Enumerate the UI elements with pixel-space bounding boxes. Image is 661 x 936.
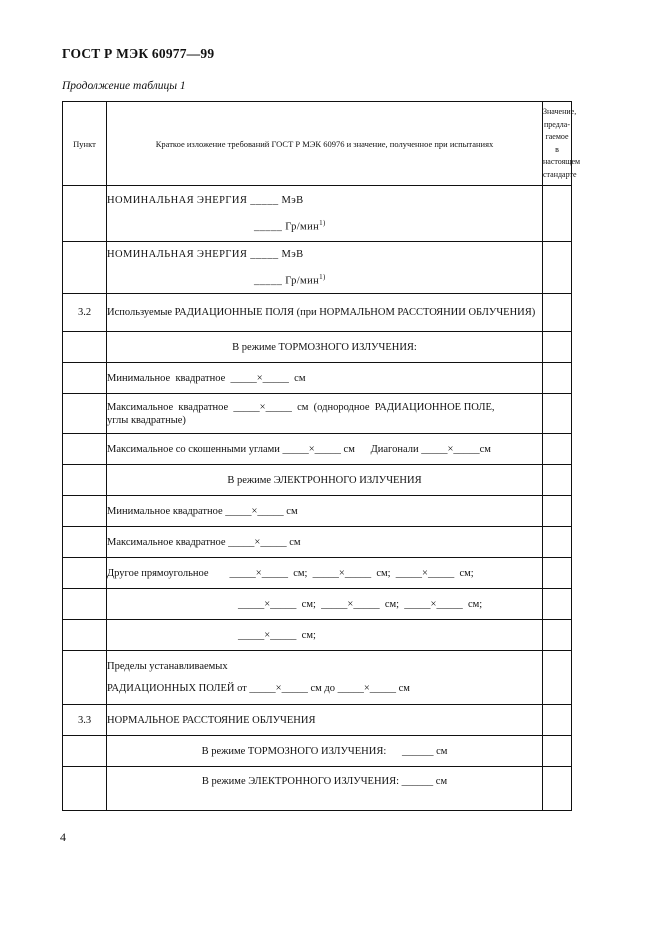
row-value-cell <box>543 620 572 651</box>
row-description: В режиме ТОРМОЗНОГО ИЗЛУЧЕНИЯ: <box>107 332 543 363</box>
row-description <box>107 651 543 705</box>
max-square-line: Максимальное квадратное _____×_____ см (однородное РАДИАЦИОННОЕ ПОЛЕ, <box>107 401 495 413</box>
document-code: ГОСТ Р МЭК 60977—99 <box>62 46 215 61</box>
row-punkt <box>63 651 107 705</box>
page-number: 4 <box>60 830 66 844</box>
table-row <box>63 589 572 620</box>
table-row <box>63 620 572 651</box>
footnote-marker: 1) <box>319 218 326 227</box>
row-value-cell <box>543 242 572 294</box>
row-punkt <box>63 332 107 363</box>
row-description <box>107 394 543 434</box>
row-punkt: 3.3 <box>63 705 107 736</box>
requirements-table <box>62 101 581 811</box>
row-value-cell <box>543 767 572 811</box>
row-value-cell <box>543 294 572 332</box>
column-header-punkt: Пункт <box>63 102 107 186</box>
row-punkt <box>63 589 107 620</box>
row-description: Минимальное квадратное _____×_____ см <box>107 363 543 394</box>
table-row <box>63 434 572 465</box>
column-header-value-line: стандарте <box>543 169 577 179</box>
nominal-energy-line: НОМИНАЛЬНАЯ ЭНЕРГИЯ _____ МэВ <box>107 194 304 206</box>
row-punkt <box>63 620 107 651</box>
field-limits-line: Пределы устанавливаемых <box>107 661 228 672</box>
row-description <box>107 186 543 242</box>
row-punkt <box>63 242 107 294</box>
dose-rate-text: _____ Гр/мин <box>254 275 320 287</box>
column-header-value-line: предла- <box>543 119 570 129</box>
row-description: Используемые РАДИАЦИОННЫЕ ПОЛЯ (при НОРМАЛЬНОМ РАССТОЯНИИ ОБЛУЧЕНИЯ) <box>107 294 543 332</box>
column-header-value-line: Значение, <box>543 107 577 116</box>
row-punkt <box>63 767 107 811</box>
row-description: _____×_____ см; _____×_____ см; _____×_____ см; <box>107 589 543 620</box>
table-row <box>63 705 572 736</box>
table-row <box>63 558 572 589</box>
table-row <box>63 736 572 767</box>
row-value-cell <box>543 705 572 736</box>
row-punkt <box>63 558 107 589</box>
table-row <box>63 465 572 496</box>
row-description: В режиме ЭЛЕКТРОННОГО ИЗЛУЧЕНИЯ <box>107 465 543 496</box>
row-punkt: 3.2 <box>63 294 107 332</box>
row-value-cell <box>543 332 572 363</box>
column-header-description: Краткое изложение требований ГОСТ Р МЭК 60976 и значение, полученное при испытаниях <box>107 102 543 186</box>
row-value-cell <box>543 363 572 394</box>
row-value-cell <box>543 465 572 496</box>
row-value-cell <box>543 527 572 558</box>
row-description: В режиме ЭЛЕКТРОННОГО ИЗЛУЧЕНИЯ: ______ см <box>107 767 543 811</box>
dose-rate-line <box>107 271 542 288</box>
table-row <box>63 496 572 527</box>
row-description: Максимальное квадратное _____×_____ см <box>107 527 543 558</box>
row-value-cell <box>543 186 572 242</box>
table-row <box>63 767 572 811</box>
table-row <box>63 363 572 394</box>
row-value-cell <box>543 736 572 767</box>
row-punkt <box>63 496 107 527</box>
row-value-cell <box>543 434 572 465</box>
row-punkt <box>63 394 107 434</box>
column-header-value-line: гаемое в <box>545 132 569 154</box>
column-header-value <box>543 102 581 186</box>
table-row <box>63 242 572 294</box>
table-row <box>63 651 572 705</box>
row-value-cell <box>543 394 572 434</box>
row-punkt <box>63 736 107 767</box>
row-punkt <box>63 434 107 465</box>
dose-rate-text: _____ Гр/мин <box>254 221 320 233</box>
row-value-cell <box>543 651 572 705</box>
table-header-row <box>63 102 572 186</box>
field-limits-range: РАДИАЦИОННЫХ ПОЛЕЙ от _____×_____ см до _____×_____ см <box>107 683 410 694</box>
table-row <box>63 527 572 558</box>
dose-rate-line <box>107 217 542 234</box>
row-description: Максимальное со скошенными углами _____×_____ см Диагонали _____×_____см <box>107 434 543 465</box>
row-value-cell <box>543 589 572 620</box>
row-punkt <box>63 186 107 242</box>
row-description: Минимальное квадратное _____×_____ см <box>107 496 543 527</box>
column-header-value-line: настоящем <box>543 157 581 166</box>
row-value-cell <box>543 496 572 527</box>
row-punkt <box>63 465 107 496</box>
footnote-marker: 1) <box>319 272 326 281</box>
row-punkt <box>63 363 107 394</box>
row-description <box>107 242 543 294</box>
table-row <box>63 394 572 434</box>
nominal-energy-line: НОМИНАЛЬНАЯ ЭНЕРГИЯ _____ МэВ <box>107 248 304 260</box>
row-value-cell <box>543 558 572 589</box>
row-description: _____×_____ см; <box>107 620 543 651</box>
table-continuation-caption: Продолжение таблицы 1 <box>62 80 186 92</box>
row-description: В режиме ТОРМОЗНОГО ИЗЛУЧЕНИЯ: ______ см <box>107 736 543 767</box>
row-description: Другое прямоугольное _____×_____ см; _____×_____ см; _____×_____ см; <box>107 558 543 589</box>
max-square-note: углы квадратные) <box>107 414 186 426</box>
table-row <box>63 294 572 332</box>
row-description: НОРМАЛЬНОЕ РАССТОЯНИЕ ОБЛУЧЕНИЯ <box>107 705 543 736</box>
row-punkt <box>63 527 107 558</box>
table-row <box>63 186 572 242</box>
table-row <box>63 332 572 363</box>
